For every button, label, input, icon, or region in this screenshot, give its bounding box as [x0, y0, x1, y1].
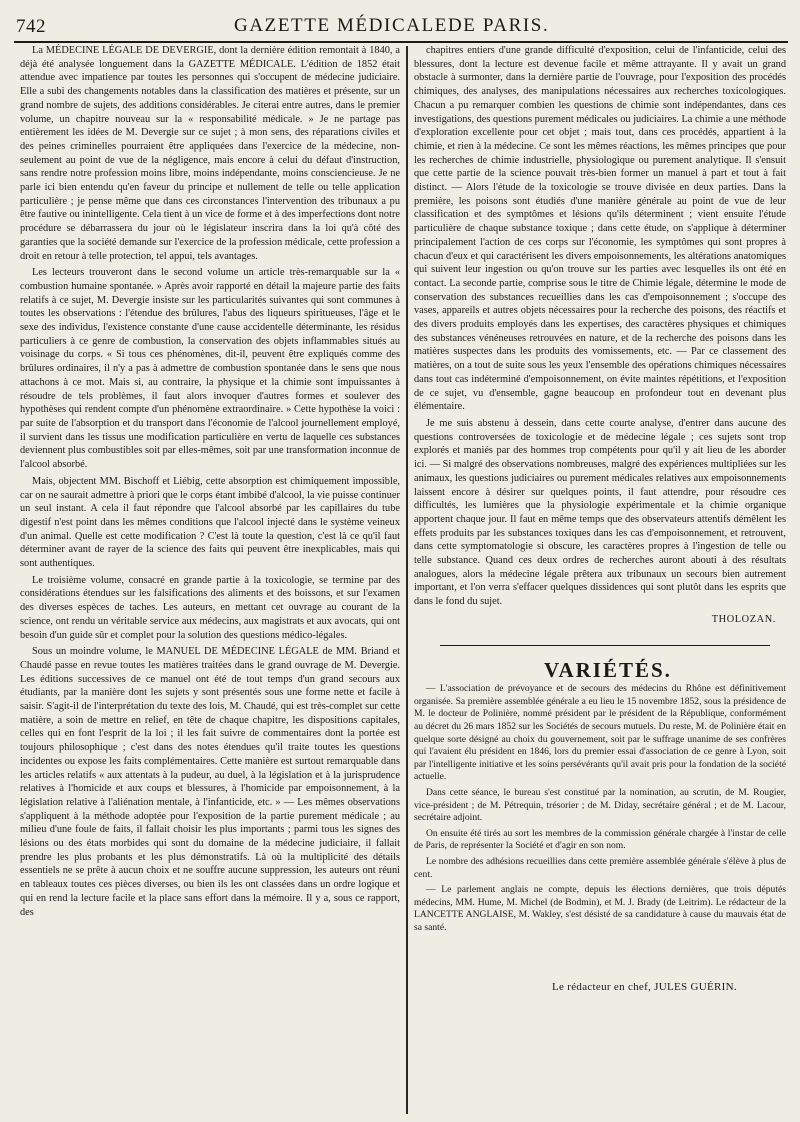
paragraph-third-volume: Le troisième volume, consacré en grande partie à la toxicologie, se termine par des considérations étendues sur les falsifications des aliments et des boissons, et sur l'examen des diverses espèces de taches. Les auteurs, en mettant cet ouvrage au courant de la science, ont rendu un véritable service aux médecins, aux magistrats et aux avocats, qui ont besoin d'un guide sûr et complet pour la solution des questions médico-légales. — [20, 574, 400, 641]
editor-in-chief-line: Le rédacteur en chef, JULES GUÉRIN. — [552, 980, 737, 993]
section-rule — [440, 645, 770, 646]
paragraph-briand-chaude: Sous un moindre volume, le MANUEL DE MÉDECINE LÉGALE de MM. Briand et Chaudé passe en revue toutes les matières traitées dans le grand ouvrage de M. Devergie. Les éditions successives de ce manuel ont été de tout temps d'un grand secours aux étudiants, par la manière dont les sujets y sont présentés sous une forme nette et facile à saisir. S'agit-il de l'interprétation du texte des lois, M. Chaudé, qui est très-complet sur cette matière, a soin de mettre en relief, en tête de chaque chapitre, les dispositions capitales, celles qui en font l'esprit de la loi ; il les fait suivre de commentaires dont la portée est toujours philosophique ; c'est dans des notes étendues qu'il traite toutes les questions incidentes ou expose les faits complémentaires. Cette manière est surtout remarquable dans les articles relatifs « aux attentats à la pudeur, au duel, à la législation et à la jurisprudence relatives à l'homicide et aux coups et blessures, à l'homicide par empoisonnement, à la législation relative à l'aliénation mentale, à l'infanticide, etc. » — Les mêmes observations s'appliquent à la méthode adoptée pour l'exposition de la partie purement médicale ; au milieu d'une foule de faits, il fallait choisir les plus importants ; parmi tous les signes des lésions ou des états morbides qui sont du domaine de la médecine judiciaire, il fallait prendre les plus probants et les plus démonstratifs. Là où la multiplicité des détails essentiels ne se prête à aucun choix et ne souffre aucune suppression, les auteurs ont réuni en tableaux toutes ces pièces diverses, ou bien ils les ont classées dans un ordre logique et qui en rend la lecture facile et la place sans effort dans la mémoire. Il y a, sous ce rapport, des — [20, 646, 400, 918]
page-number: 742 — [16, 16, 46, 37]
paragraph-combustion: Les lecteurs trouveront dans le second volume un article très-remarquable sur la « combustion humaine spontanée. » Après avoir rapporté en détail la majeure partie des faits relatifs à ce sujet, M. Devergie insiste sur les particularités suivantes qui sont communes à toutes les observations : l'étendue des brûlures, l'abus des liqueurs spiritueuses, l'âge et le sexe des individus, l'existence constante d'une cause accidentelle déterminante, les résidus particuliers à ce genre de combustion, la conservation des objets inflammables situés au voisinage du corps. « Si tous ces phénomènes, dit-il, peuvent être expliqués comme des brûlures ordinaires, il n'y a pas à admettre de combustion spontanée dans le sens que nous attachons à ce mot. Mais si, au contraire, la physique et la chimie sont impuissantes à résoudre de tels problèmes, il faut alors invoquer d'autres formes et soulever des hypothèses qui rendent compte d'un phénomène extraordinaire. » Cette hypothèse la voici : par suite de l'absorption et du transport dans l'économie de l'alcool journellement employé, il survient dans les tissus une modification particulière en vertu de laquelle ces substances deviennent plus combustibles soit par elles-mêmes, soit par une transformation inconnue de l'alcool absorbé. — [20, 267, 400, 471]
author-signature: THOLOZAN. — [711, 613, 776, 625]
varietes-paragraph: — L'association de prévoyance et de secours des médecins du Rhône est définitivement organisée. Sa première assemblée générale a eu lieu le 15 novembre 1852, sous la présidence de M. le docteur de Polinière, nommé président par le président de la République, conformément au décret du 26 mars 1852 sur les Sociétés de secours mutuels. Du reste, M. de Polinière était en quelque sorte désigné au choix du gouvernement, soit par le suffrage unanime de ses confrères qui l'avaient élu président en 1846, lors du premier essai d'association de ce genre à Lyon, soit par l'intelligente initiative et les soins persévérants qu'il avait pris pour la fondation de la société actuelle. — [414, 683, 786, 783]
varietes-section — [414, 683, 786, 934]
paragraph-devergie: La MÉDECINE LÉGALE DE DEVERGIE, dont la dernière édition remontait à 1840, a déjà été analysée longuement dans la GAZETTE MÉDICALE. L'édition de 1852 était attendue avec impatience par toutes les personnes qui s'occupent de médecine judiciaire. Elle a subi des changements notables dans la classification des matières et présente, sur un grand nombre de sujets, des additions considérables. Je citerai entre autres, dans le premier volume, un chapitre nouveau sur la « responsabilité médicale. » Je ne partage pas entièrement les idées de M. Devergie sur ce sujet ; à mon sens, des réparations civiles et des peines criminelles pourraient être appliquées dans l'exercice de la médecine, non-seulement au point de vue de la négligence, mais encore à celui du défaut d'instruction, sans rendre notre profession moins libre, moins indépendante, moins consciencieuse. Je ne parle ici bien entendu qu'en faveur du principe et nullement de telle ou telle application particulière ; je pense même que dans ces circonstances l'intervention des tribunaux a pu être fautive ou inintelligente. Cela tient à un vice de forme et à des imperfections dont notre procédure se débarrassera du jour où le législateur inscrira dans la loi qu'à côté des garanties que la société demande sur l'exercice de la profession médicale, cette profession a droit en retour à telle protection, tel appui, tels avantages. — [20, 45, 400, 262]
right-column — [414, 44, 786, 994]
varietes-paragraph: Le nombre des adhésions recueillies dans cette première assemblée générale s'élève à plus de cent. — [414, 855, 786, 880]
paragraph-toxicology: chapitres entiers d'une grande difficulté d'exposition, celui de l'infanticide, celui des blessures, dont la lecture est devenue facile et même attrayante. Il y avait un grand obstacle à surmonter, dans la dernière partie de l'ouvrage, pour l'exposition des procédés chimiques, des analyses, des manipulations nécessaires aux recherches toxicologiques. Chacun a pu remarquer combien les questions de chimie sont indépendantes, dans ces investigations, des questions purement médicales ou judiciaires. La chimie a une méthode d'exploration excellente pour cet objet ; mais tout, dans ces procédés, appartient à la chimie, et rien à la médecine. Ce sont les mêmes réactions, les mêmes principes que pour les recherches de chimie industrielle, physiologique ou purement analytique. Il s'ensuit que cette partie de la science pouvait très-bien former un manuel à part et tout à fait distinct. — Alors l'étude de la toxicologie se trouve divisée en deux parties. Dans la première, les poisons sont étudiés d'une manière générale au point de vue de leur classification et des symptômes et lésions qu'ils déterminent ; vient ensuite l'étude particulière de chaque substance toxique ; dans cette étude, on s'applique à déterminer principalement l'action de ces corps sur l'économie, les symptômes qui sont propres à chacun d'eux et qui caractérisent les divers empoisonnements, les altérations anatomiques qui suivent leur ingestion ou qu'on trouve sur les parties avec lesquelles ils ont été en contact. La seconde partie, comprise sous le titre de Chimie légale, détermine le mode de conservation des substances recueillies dans les cas d'empoisonnement ; s'occupe des vases, appareils et autres objets nécessaires pour la recherche des poisons, des réactifs et des divers produits employés dans les expertises, des caractères physiques et chimiques des substances vénéneuses retrouvées en nature, et de la recherche des poisons dans les matières suspectes dans les produits des vomissements, etc. — Par ce classement des matières, on a tout de suite sous les yeux l'ensemble des opérations chimiques nécessaires dans tout cas indéterminé d'empoisonnement, on évite maintes répétitions, et l'exposition de ce sujet, vu d'ensemble, gagne beaucoup en profondeur tout en devenant plus élémentaire. — [414, 45, 786, 413]
varietes-paragraph: On ensuite été tirés au sort les membres de la commission générale chargée à l'instar de celle de Paris, de représenter la Société et d'agir en son nom. — [414, 827, 786, 852]
running-head-title: GAZETTE MÉDICALEDE PARIS. — [234, 15, 550, 36]
paragraph-conclusion: Je me suis abstenu à dessein, dans cette courte analyse, d'entrer dans aucune des questions controversées de toxicologie et de médecine légale ; ces sujets sont trop explorés et maniés par des hommes trop compétents pour qu'il y ait lieu de les aborder ici. — Si malgré des observations nombreuses, malgré des expériences multipliées sur les animaux, les questions judiciaires ou purement médicales relatives aux empoisonnements laissent encore à désirer sur quelques points, il faut attendre, pour résoudre ces difficultés, les lumières que la physiologie expérimentale et la chimie organique apportent chaque jour. Il faut en même temps que des observateurs attentifs démêlent les effets produits par les substances toxiques dans les cas d'empoisonnement, et retrouvent, dans cette symptomatologie si obscure, les caractères propres à l'ingestion de telle ou telle substance. Quand ces deux ordres de recherches auront abouti à des résultats analogues, alors la médecine légale prêtera aux tribunaux un secours bien autrement important, et l'on verra s'effacer quelques dissidences qui sont plutôt dans les esprits que dans le fond du sujet. — [414, 417, 786, 608]
paragraph-bischoff-liebig: Mais, objectent MM. Bischoff et Liébig, cette absorption est chimiquement impossible, car on ne saurait admettre à priori que le corps étant imbibé d'alcool, la vie puisse continuer un seul instant. A cela il faut répondre que l'alcool absorbé par les capillaires du tube digestif n'est point dans les mêmes conditions que l'alcool injecté dans le système veineux d'un animal. Quelle est cette modification ? C'est là toute la question, c'est là ce qu'il faut déterminer avant de rayer de la science des faits qui peuvent être inexplicables, mais qui sont authentiques. — [20, 475, 400, 570]
varietes-title: VARIÉTÉS. — [544, 657, 672, 682]
varietes-paragraph: — Le parlement anglais ne compte, depuis les élections dernières, que trois députés médecins, MM. Hume, M. Michel (de Bodmin), et M. J. Brady (de Leitrim). Le rédacteur de la LANCETTE ANGLAISE, M. Wakley, s'est désisté de sa candidature à cause du mauvais état de sa santé. — [414, 884, 786, 933]
varietes-paragraph: Dans cette séance, le bureau s'est constitué par la nomination, au scrutin, de M. Rougier, vice-président ; de M. Pétrequin, trésorier ; de M. Diday, secrétaire général ; et de M. Lacour, secrétaire adjoint. — [414, 786, 786, 824]
left-column — [20, 44, 400, 922]
header-rule — [14, 41, 788, 43]
column-divider — [406, 46, 408, 1114]
